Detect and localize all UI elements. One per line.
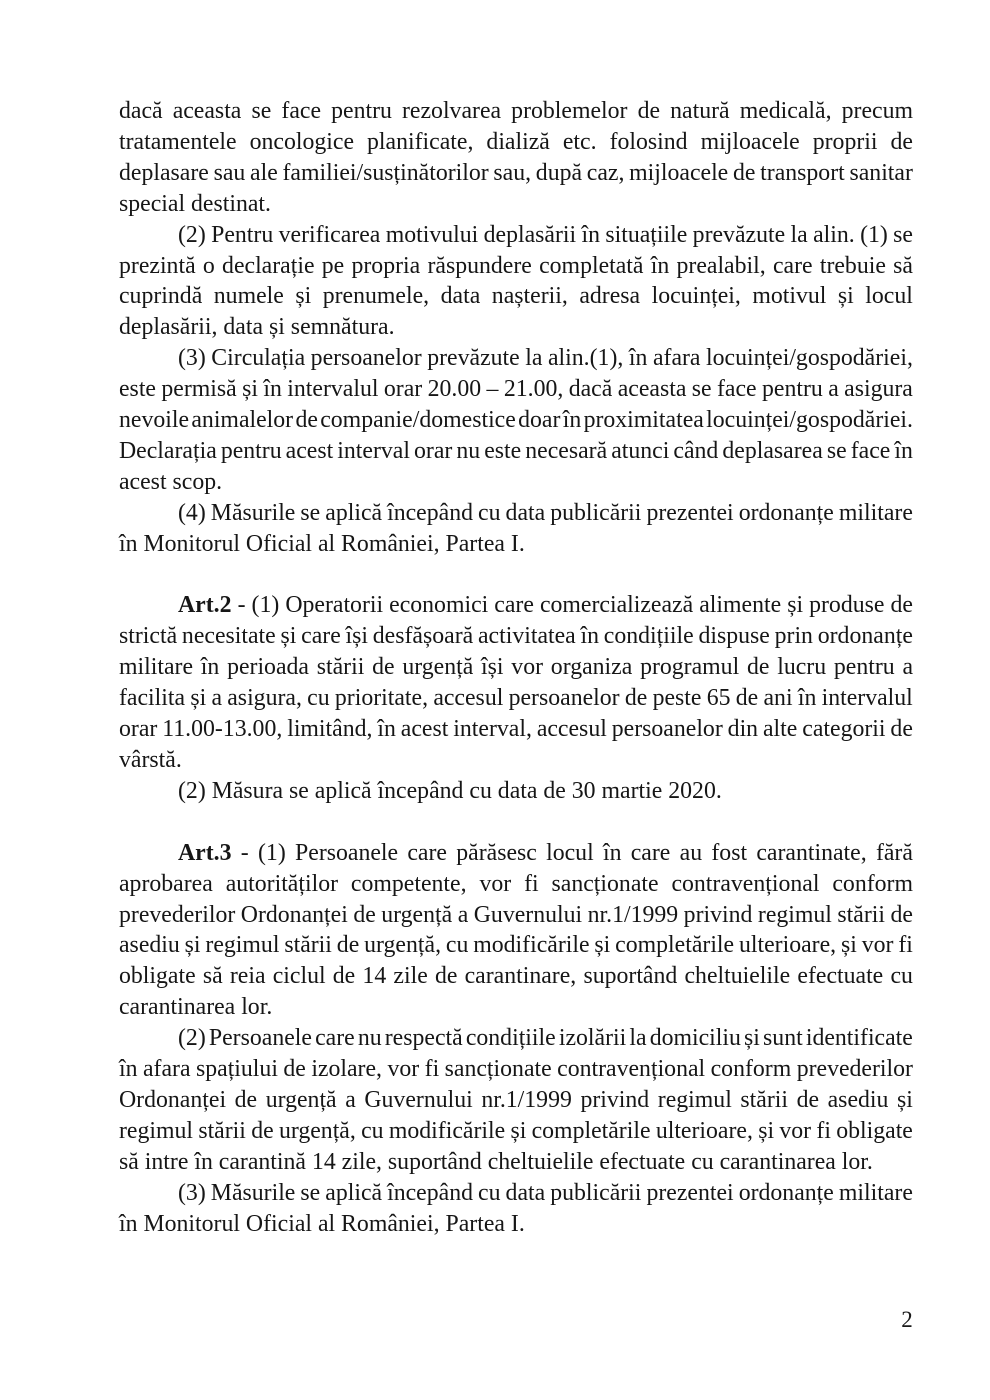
text-line: este permisă și în intervalul orar 20.00 – 21.00, dacă aceasta se face pentru a asigura <box>119 376 913 403</box>
text-line: Declarația pentru acest interval orar nu este necesară atunci când deplasarea se face în <box>119 437 913 464</box>
text-line: nevoile animalelor de companie/domestice doar în proximitatea locuinței/gospodăriei. <box>119 407 913 434</box>
text-line: deplasării, data și semnătura. <box>119 314 395 341</box>
text-line: Ordonanței de urgență a Guvernului nr.1/1999 privind regimul stării de asediu și <box>119 1086 913 1113</box>
text-line: (2) Măsura se aplică începând cu data de 30 martie 2020. <box>178 777 722 804</box>
paragraph <box>119 1023 913 1178</box>
text-line: să intre în carantină 14 zile, suportând cheltuielile efectuate cu carantinarea lor. <box>119 1148 873 1175</box>
paragraph <box>119 590 913 775</box>
text-line: (3) Măsurile se aplică începând cu data publicării prezentei ordonanțe militare <box>178 1179 913 1206</box>
text-line: acest scop. <box>119 468 223 495</box>
text-line: strictă necesitate și care își desfășoară activitatea în condițiile dispuse prin ordonanțe <box>119 623 913 650</box>
text-line: special destinat. <box>119 190 271 217</box>
paragraph <box>119 96 913 220</box>
blank-line <box>119 807 913 838</box>
text-line: (3) Circulația persoanelor prevăzute la alin.(1), în afara locuinței/gospodăriei, <box>178 345 913 372</box>
text-line: Art.3 - (1) Persoanele care părăsesc locul în care au fost carantinate, fără <box>178 839 913 866</box>
text-line: (2) Pentru verificarea motivului deplasării în situațiile prevăzute la alin. (1) se <box>178 221 913 248</box>
text-line: prezintă o declarație pe propria răspundere completată în prealabil, care trebuie să <box>119 252 913 279</box>
text-line: în afara spațiului de izolare, vor fi sancționate contravențional conform prevederilor <box>119 1056 913 1083</box>
text-line: prevederilor Ordonanței de urgență a Guvernului nr.1/1999 privind regimul stării de <box>119 901 913 928</box>
paragraph <box>119 343 913 498</box>
text-line: în Monitorul Oficial al României, Partea I. <box>119 530 525 557</box>
paragraph <box>119 220 913 344</box>
text-line: asediu și regimul stării de urgență, cu modificările și completările ulterioare, și vor fi <box>119 932 913 959</box>
text-line: (4) Măsurile se aplică începând cu data publicării prezentei ordonanțe militare <box>178 499 913 526</box>
document-body <box>119 96 913 1240</box>
text-line: dacă aceasta se face pentru rezolvarea problemelor de natură medicală, precum <box>119 98 913 124</box>
paragraph <box>119 838 913 1023</box>
text-line: Art.2 - (1) Operatorii economici care comercializează alimente și produse de <box>178 592 913 619</box>
text-line: tratamentele oncologice planificate, dializă etc. folosind mijloacele proprii de <box>119 128 913 155</box>
page-number: 2 <box>901 1307 913 1332</box>
text-line: (2) Persoanele care nu respectă condițiile izolării la domiciliu și sunt identificate <box>178 1025 913 1052</box>
text-line: deplasare sau ale familiei/susținătorilor sau, după caz, mijloacele de transport sanitar <box>119 159 913 186</box>
text-line: cuprindă numele și prenumele, data nașterii, adresa locuinței, motivul și locul <box>119 283 913 310</box>
blank-line <box>119 560 913 591</box>
text-line: regimul stării de urgență, cu modificările și completările ulterioare, și vor fi obligate <box>119 1117 913 1144</box>
paragraph <box>119 1178 913 1240</box>
text-line: vârstă. <box>119 747 182 774</box>
text-line: orar 11.00-13.00, limitând, în acest interval, accesul persoanelor din alte categorii de <box>119 716 913 743</box>
text-line: aprobarea autorităților competente, vor fi sancționate contravențional conform <box>119 870 913 897</box>
text-line: în Monitorul Oficial al României, Partea I. <box>119 1210 525 1237</box>
text-line: militare în perioada stării de urgență își vor organiza programul de lucru pentru a <box>119 654 913 681</box>
paragraph <box>119 776 913 807</box>
paragraph <box>119 498 913 560</box>
text-line: carantinarea lor. <box>119 994 273 1021</box>
text-line: obligate să reia ciclul de 14 zile de carantinare, suportând cheltuielile efectuate cu <box>119 963 913 990</box>
text-line: facilita și a asigura, cu prioritate, accesul persoanelor de peste 65 de ani în intervalul <box>119 685 913 712</box>
